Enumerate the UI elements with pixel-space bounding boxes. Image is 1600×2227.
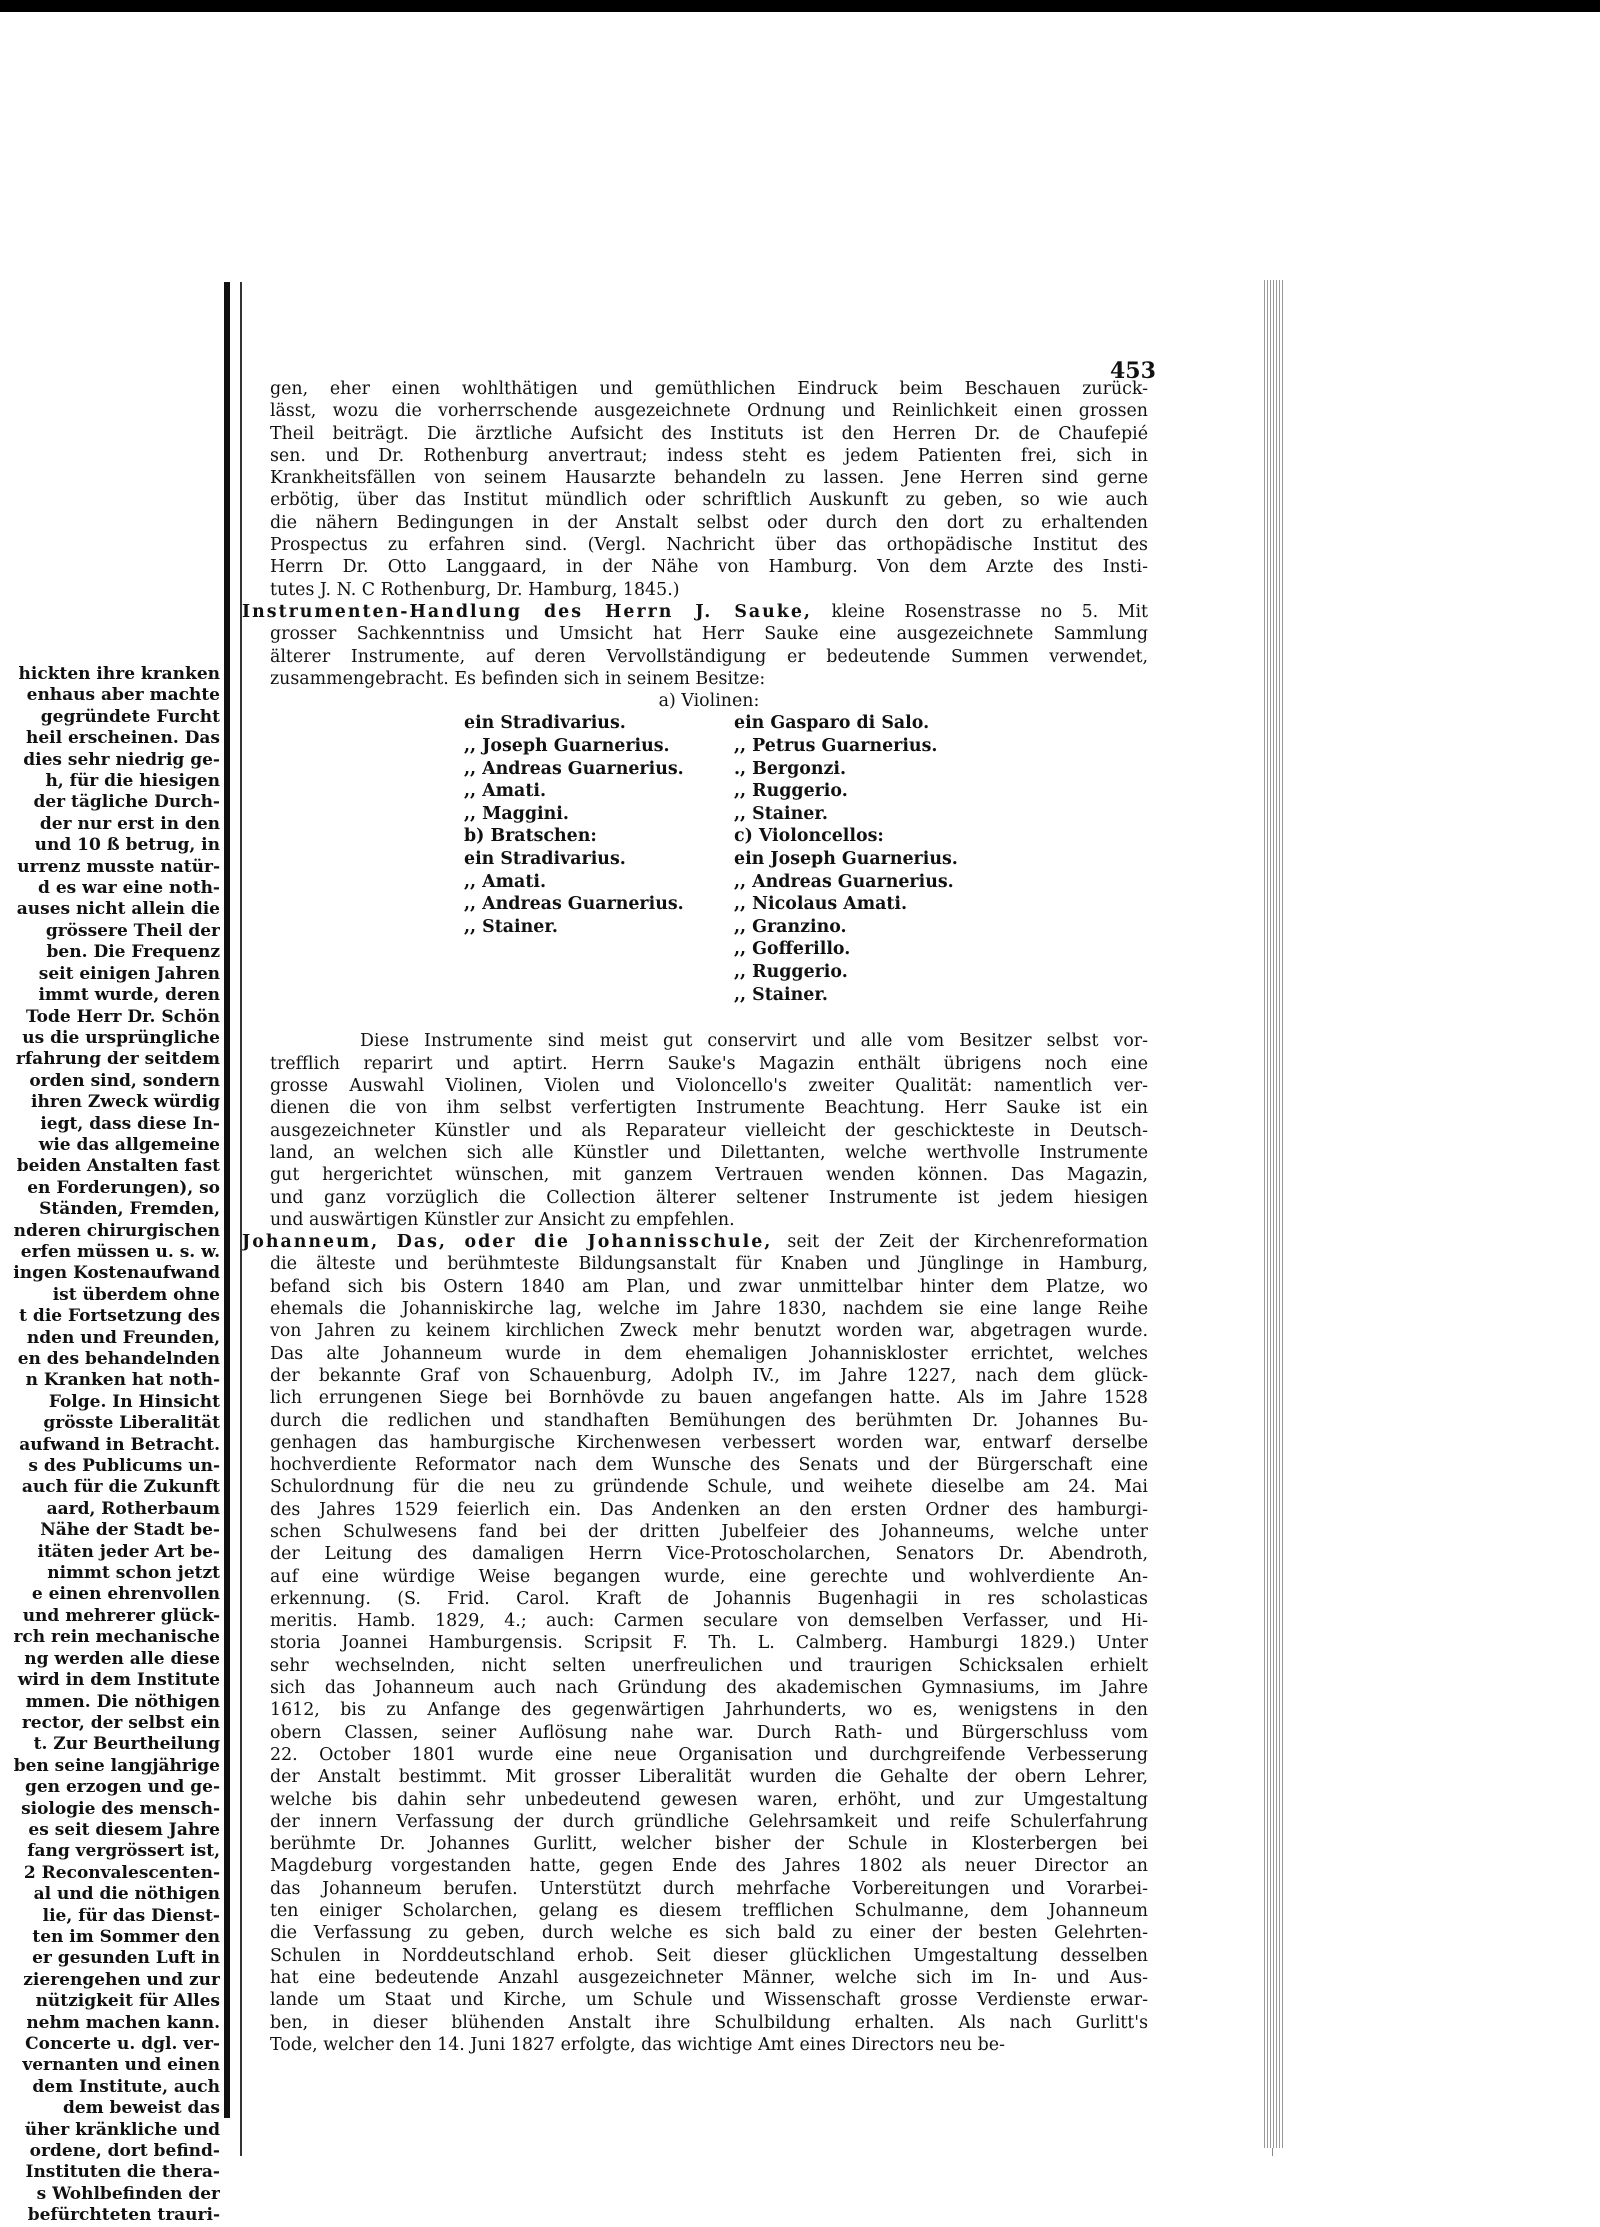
text-line: grosser Sachkenntniss und Umsicht hat Herr Sauke eine ausgezeichnete Sammlung <box>270 624 1148 645</box>
instrument-item: ,, Stainer. <box>734 984 828 1005</box>
text-line: Tode, welcher den 14. Juni 1827 erfolgte, das wichtige Amt eines Directors neu be- <box>270 2034 1005 2055</box>
text-line: der bekannte Graf von Schauenburg, Adolph IV., im Jahre 1227, nach dem glück- <box>270 1365 1148 1386</box>
left-page-line: ihren Zweck würdig <box>31 1092 220 1113</box>
left-page-line: immt wurde, deren <box>38 985 220 1006</box>
page-body <box>242 378 1148 2056</box>
instrument-item: ,, Joseph Guarnerius. <box>464 736 670 757</box>
text-line: hochverdiente Reformator nach dem Wunsche des Senats und der Bürgerschaft eine <box>270 1455 1148 1476</box>
left-page-line: hickten ihre kranken <box>18 664 220 684</box>
instrument-entry-heading-line <box>242 601 1148 623</box>
left-page-line: grösste Liberalität <box>43 1413 220 1434</box>
violins-heading: a) Violinen: <box>658 691 760 712</box>
left-page-line: dem Institute, auch <box>32 2076 220 2097</box>
left-page-line: al und die nöthigen <box>33 1884 220 1905</box>
johanneum-paragraph <box>270 1253 1148 2056</box>
text-line: ten einiger Scholarchen, gelang es diesem trefflichen Schulmanne, dem Johanneum <box>270 1901 1148 1922</box>
left-page-line: rector, der selbst ein <box>21 1712 220 1733</box>
text-line: hat eine bedeutende Anzahl ausgezeichneter Männer, welche sich im In- und Aus- <box>270 1967 1148 1988</box>
left-page-line: itäten jeder Art be- <box>37 1541 220 1562</box>
left-page-line: ng werden alle diese <box>24 1648 220 1669</box>
left-page-line: Ständen, Fremden, <box>39 1199 220 1220</box>
left-page-line: lie, für das Dienst- <box>42 1905 220 1926</box>
instrument-item: ,, Andreas Guarnerius. <box>734 871 954 892</box>
text-line: ben, in dieser blühenden Anstalt ihre Schulbildung erhalten. Als nach Gurlitt's <box>270 2012 1148 2033</box>
instrument-list-right-column <box>734 712 958 1006</box>
left-page-line: iegt, dass diese In- <box>40 1113 220 1134</box>
text-line: das Johanneum berufen. Unterstützt durch mehrfache Vorbereitungen und Vorarbei- <box>270 1878 1148 1899</box>
page-stack-edges <box>1262 280 1284 2148</box>
left-page-line: orden sind, sondern <box>29 1070 220 1091</box>
left-page-line: seit einigen Jahren <box>38 963 220 984</box>
left-page-line: en Forderungen), so <box>27 1177 220 1198</box>
left-page-line: enhaus aber machte <box>26 685 220 706</box>
text-line: 1612, bis zu Anfange des gegenwärtigen Jahrhunderts, wo es, wenigstens in den <box>270 1700 1148 1721</box>
text-line: lich errungenen Siege bei Bornhövde zu bauen angefangen hatte. Als im Jahre 1528 <box>270 1388 1148 1409</box>
left-page-line: aufwand in Betracht. <box>19 1434 220 1455</box>
left-page-line: gegründete Furcht <box>40 706 220 727</box>
left-page-line: nimmt schon jetzt <box>47 1563 220 1584</box>
left-page-line: Folge. In Hinsicht <box>48 1391 220 1412</box>
text-line: genhagen das hamburgische Kirchenwesen verbessert worden war, entwarf derselbe <box>270 1432 1148 1453</box>
left-page-line: nützigkeit für Alles <box>35 1991 220 2012</box>
left-page-line: nehm machen kann. <box>26 2012 220 2033</box>
left-page-line: üher kränkliche und <box>24 2119 220 2140</box>
text-line: trefflich reparirt und aptirt. Herrn Sauke's Magazin enthält übrigens noch eine <box>270 1053 1148 1074</box>
instrument-item: ,, Stainer. <box>734 803 828 824</box>
left-page-line: beiden Anstalten fast <box>16 1156 220 1177</box>
left-page-line: ten im Sommer den <box>32 1926 220 1947</box>
left-page-line: fang vergrössert ist, <box>27 1841 220 1862</box>
left-page-line: h, für die hiesigen <box>45 771 220 792</box>
text-line: welche bis dahin sehr unbedeutend gewesen waren, erhöht, und zur Umgestaltung <box>270 1789 1148 1810</box>
instrument-item: ein Gasparo di Salo. <box>734 713 930 734</box>
left-page-text <box>0 664 220 2227</box>
left-page-line: mmen. Die nöthigen <box>25 1691 220 1712</box>
left-page-line: vernanten und einen <box>22 2055 220 2076</box>
left-page-line: nden und Freunden, <box>26 1327 220 1348</box>
instrument-item: ,, Amati. <box>464 781 547 802</box>
left-page-line: 2 Reconvalescenten- <box>23 1862 220 1883</box>
instrument-item: ein Stradivarius. <box>464 849 626 870</box>
left-page-line: gen erzogen und ge- <box>24 1777 220 1798</box>
instrument-description-paragraph <box>270 1030 1148 1231</box>
text-line: grosse Auswahl Violinen, Violen und Violoncello's zweiter Qualität: namentlich ver- <box>270 1076 1148 1097</box>
page-number: 453 <box>1110 358 1156 384</box>
johanneum-entry-heading-rest: seit der Zeit der Kirchenreformation <box>787 1232 1148 1253</box>
text-line: obern Classen, seiner Auflösung nahe war. Durch Rath- und Bürgerschluss vom <box>270 1722 1148 1743</box>
left-page-line: us die ursprüngliche <box>22 1027 220 1048</box>
left-page-line: rfahrung der seitdem <box>15 1049 220 1070</box>
text-line: der innern Verfassung der durch gründliche Gelehrsamkeit und reife Schulerfahrung <box>270 1811 1148 1832</box>
left-page-line: wie das allgemeine <box>38 1134 220 1155</box>
left-page-line: Instituten die thera- <box>25 2162 220 2183</box>
text-line: Schulen in Norddeutschland erhob. Seit dieser glücklichen Umgestaltung desselben <box>270 1945 1148 1966</box>
left-page-line: nderen chirurgischen <box>13 1220 220 1241</box>
text-line: sehr wechselnden, nicht selten unerfreulichen und traurigen Schicksalen erhielt <box>270 1655 1148 1676</box>
text-line: des Jahres 1529 feierlich ein. Das Andenken an den ersten Ordner des hamburgi- <box>270 1499 1148 1520</box>
text-line: der Leitung des damaligen Herrn Vice-Protoscholarchen, Senators Dr. Abendroth, <box>270 1544 1148 1565</box>
left-page-line: wird in dem Institute <box>17 1670 220 1691</box>
left-page-line: dem beweist das <box>62 2098 220 2119</box>
text-line: gen, eher einen wohlthätigen und gemüthlichen Eindruck beim Beschauen zurück- <box>270 379 1148 399</box>
text-line: lässt, wozu die vorherrschende ausgezeichnete Ordnung und Reinlichkeit einen grossen <box>270 401 1148 422</box>
left-page-line: aard, Rotherbaum <box>46 1498 220 1519</box>
left-page-line: urrenz musste natür- <box>17 856 220 877</box>
text-line: lande um Staat und Kirche, um Schule und Wissenschaft grosse Verdienste erwar- <box>270 1990 1148 2011</box>
left-page-line: Concerte u. dgl. ver- <box>25 2034 220 2054</box>
instrument-item: b) Bratschen: <box>464 826 597 847</box>
left-page-line: heil erscheinen. Das <box>25 728 220 749</box>
left-page-line: grössere Theil der <box>45 920 220 941</box>
text-line: sen. und Dr. Rothenburg anvertraut; indess steht es jedem Patienten frei, sich in <box>270 445 1148 466</box>
left-page-line: ist überdem ohne <box>52 1284 220 1305</box>
instrument-item: ,, Andreas Guarnerius. <box>464 758 684 779</box>
text-line: und auswärtigen Künstler zur Ansicht zu empfehlen. <box>270 1209 735 1230</box>
left-page-line: d es war eine noth- <box>38 878 220 899</box>
left-page-line: ordene, dort befind- <box>29 2141 220 2162</box>
johanneum-entry-heading-line <box>242 1231 1148 1253</box>
left-page-line: und mehrerer glück- <box>22 1605 220 1626</box>
scan-border-top <box>0 0 1600 12</box>
instrument-list <box>270 712 1148 1030</box>
text-line: und ganz vorzüglich die Collection älterer seltener Instrumente ist jedem hiesigen <box>270 1187 1148 1208</box>
text-line: dienen die von ihm selbst verfertigten Instrumente Beachtung. Herr Sauke ist ein <box>270 1098 1148 1119</box>
text-line: gut hergerichtet wünschen, mit ganzem Vertrauen wenden können. Das Magazin, <box>270 1165 1148 1186</box>
left-page-line: ingen Kostenaufwand <box>13 1263 220 1284</box>
text-line: von Jahren zu keinem kirchlichen Zweck mehr benutzt worden war, abgetragen wurde. <box>270 1321 1148 1342</box>
text-line: schen Schulwesens fand bei der dritten Jubelfeier des Johanneums, welche unter <box>270 1521 1148 1542</box>
left-page-line: s Wohlbefinden der <box>36 2183 220 2204</box>
text-line: storia Joannei Hamburgensis. Scripsit F. Th. L. Calmberg. Hamburgi 1829.) Unter <box>270 1633 1148 1654</box>
text-line: meritis. Hamb. 1829, 4.; auch: Carmen seculare von demselben Verfasser, und Hi- <box>270 1611 1148 1632</box>
instrument-item: ,, Maggini. <box>464 803 569 824</box>
text-line: Diese Instrumente sind meist gut conservirt und alle vom Besitzer selbst vor- <box>360 1031 1148 1052</box>
left-page-line: zierengehen und zur <box>23 1969 220 1990</box>
text-line: 22. October 1801 wurde eine neue Organisation und durchgreifende Verbesserung <box>270 1744 1148 1765</box>
text-line: auf eine würdige Weise begangen wurde, eine gerechte und wohlverdiente An- <box>270 1566 1148 1587</box>
left-page-line: e einen ehrenvollen <box>31 1584 220 1605</box>
gutter-edge <box>224 282 230 2118</box>
text-line: die nähern Bedingungen in der Anstalt selbst oder durch den dort zu erhaltenden <box>270 512 1148 533</box>
text-line: älterer Instrumente, auf deren Vervollständigung er bedeutende Summen verwendet, <box>270 646 1148 667</box>
left-page-line: befürchteten trauri- <box>27 2205 220 2226</box>
text-line: Das alte Johanneum wurde in dem ehemaligen Johanniskloster errichtet, welches <box>270 1343 1148 1364</box>
left-page-line: ben. Die Frequenz <box>46 942 220 963</box>
text-line: ausgezeichneter Künstler und als Reparateur vielleicht der geschickteste in Deutsch- <box>270 1120 1148 1141</box>
text-line: die Verfassung zu geben, durch welche es sich bald zu einer der besten Gelehrten- <box>270 1923 1148 1944</box>
text-line: der Anstalt bestimmt. Mit grosser Liberalität wurden die Gehalte der obern Lehrer, <box>270 1767 1148 1788</box>
instrument-item: ,, Andreas Guarnerius. <box>464 894 684 915</box>
left-facing-page <box>0 286 224 2226</box>
text-line: Prospectus zu erfahren sind. (Vergl. Nachricht über das orthopädische Institut des <box>270 535 1148 556</box>
left-page-line: Tode Herr Dr. Schön <box>25 1006 220 1027</box>
instrument-paragraph <box>270 623 1148 690</box>
left-page-line: rch rein mechanische <box>13 1627 220 1648</box>
text-line: Schulordnung für die neu zu gründende Schule, und weihete dieselbe am 24. Mai <box>270 1477 1148 1498</box>
intro-paragraph <box>270 378 1148 601</box>
text-line: Magdeburg vorgestanden hatte, gegen Ende des Jahres 1802 als neuer Director an <box>270 1856 1148 1877</box>
instrument-item: ein Stradivarius. <box>464 713 626 734</box>
text-line: berühmte Dr. Johannes Gurlitt, welcher bisher der Schule in Klosterbergen bei <box>270 1834 1148 1855</box>
text-line: durch die redlichen und standhaften Bemühungen des berühmten Dr. Johannes Bu- <box>270 1410 1148 1431</box>
instrument-item: ,, Nicolaus Amati. <box>734 894 908 915</box>
left-page-line: n Kranken hat noth- <box>25 1370 220 1391</box>
left-page-line: siologie des mensch- <box>21 1798 220 1819</box>
left-page-line: t. Zur Beurtheilung <box>33 1734 220 1755</box>
left-page-line: er gesunden Luft in <box>32 1948 220 1969</box>
left-page-line: dies sehr niedrig ge- <box>23 749 220 770</box>
left-page-line: es seit diesem Jahre <box>28 1819 220 1840</box>
text-line: Theil beiträgt. Die ärztliche Aufsicht des Instituts ist den Herren Dr. de Chaufepié <box>270 423 1148 444</box>
text-line: zusammengebracht. Es befinden sich in seinem Besitze: <box>270 668 766 689</box>
left-page-line: ben seine langjährige <box>13 1755 220 1776</box>
instrument-item: ,, Ruggerio. <box>734 781 848 802</box>
text-line: erbötig, über das Institut mündlich oder schriftlich Auskunft zu geben, so wie auch <box>270 490 1148 511</box>
left-page-line: s des Publicums un- <box>28 1456 220 1477</box>
left-page-line: auch für die Zukunft <box>21 1477 220 1498</box>
instrument-item: ,, Petrus Guarnerius. <box>734 736 938 757</box>
text-line: die älteste und berühmteste Bildungsanstalt für Knaben und Jünglinge in Hamburg, <box>270 1254 1148 1275</box>
instrument-list-left-column <box>464 712 684 938</box>
instrument-item: c) Violoncellos: <box>734 826 884 847</box>
instrument-item: ,, Gofferillo. <box>734 939 851 960</box>
text-line: land, an welchen sich alle Künstler und Dilettanten, welche werthvolle Instrumente <box>270 1142 1148 1163</box>
left-page-line: der tägliche Durch- <box>33 792 220 813</box>
instrument-item: ,, Stainer. <box>464 916 558 937</box>
instrument-entry-heading: Instrumenten-Handlung des Herrn J. Sauke, <box>242 601 812 622</box>
instrument-item: ., Bergonzi. <box>734 758 847 779</box>
text-line: tutes J. N. C Rothenburg, Dr. Hamburg, 1845.) <box>270 579 680 600</box>
text-line: erkennung. (S. Frid. Carol. Kraft de Johannis Bugenhagii in res scholasticas <box>270 1588 1148 1609</box>
johanneum-entry-heading: Johanneum, Das, oder die Johannisschule, <box>242 1232 773 1253</box>
text-line: Herrn Dr. Otto Langgaard, in der Nähe von Hamburg. Von dem Arzte des Insti- <box>270 557 1148 578</box>
left-page-line: en des behandelnden <box>17 1349 220 1369</box>
left-page-line: t die Fortsetzung des <box>19 1306 220 1327</box>
instrument-item: ,, Ruggerio. <box>734 961 848 982</box>
left-page-line: der nur erst in den <box>39 813 220 834</box>
left-page-line: auses nicht allein die <box>16 899 220 920</box>
left-page-line: erfen müssen u. s. w. <box>20 1241 220 1262</box>
left-page-line: und 10 ß betrug, in <box>34 835 220 856</box>
text-line: sich das Johanneum auch nach Gründung des akademischen Gymnasiums, im Jahre <box>270 1678 1148 1699</box>
left-page-line: Nähe der Stadt be- <box>40 1520 220 1541</box>
text-line: befand sich bis Ostern 1840 am Plan, und zwar unmittelbar hinter dem Platze, wo <box>270 1276 1148 1297</box>
instrument-item: ,, Amati. <box>464 871 547 892</box>
text-line: Krankheitsfällen von seinem Hausarzte behandeln zu lassen. Jene Herren sind gerne <box>270 468 1148 489</box>
text-line: ehemals die Johanniskirche lag, welche im Jahre 1830, nachdem sie eine lange Reihe <box>270 1299 1148 1320</box>
instrument-entry-heading-rest: kleine Rosenstrasse no 5. Mit <box>831 601 1148 622</box>
instrument-item: ,, Granzino. <box>734 916 847 937</box>
instrument-item: ein Joseph Guarnerius. <box>734 849 958 870</box>
